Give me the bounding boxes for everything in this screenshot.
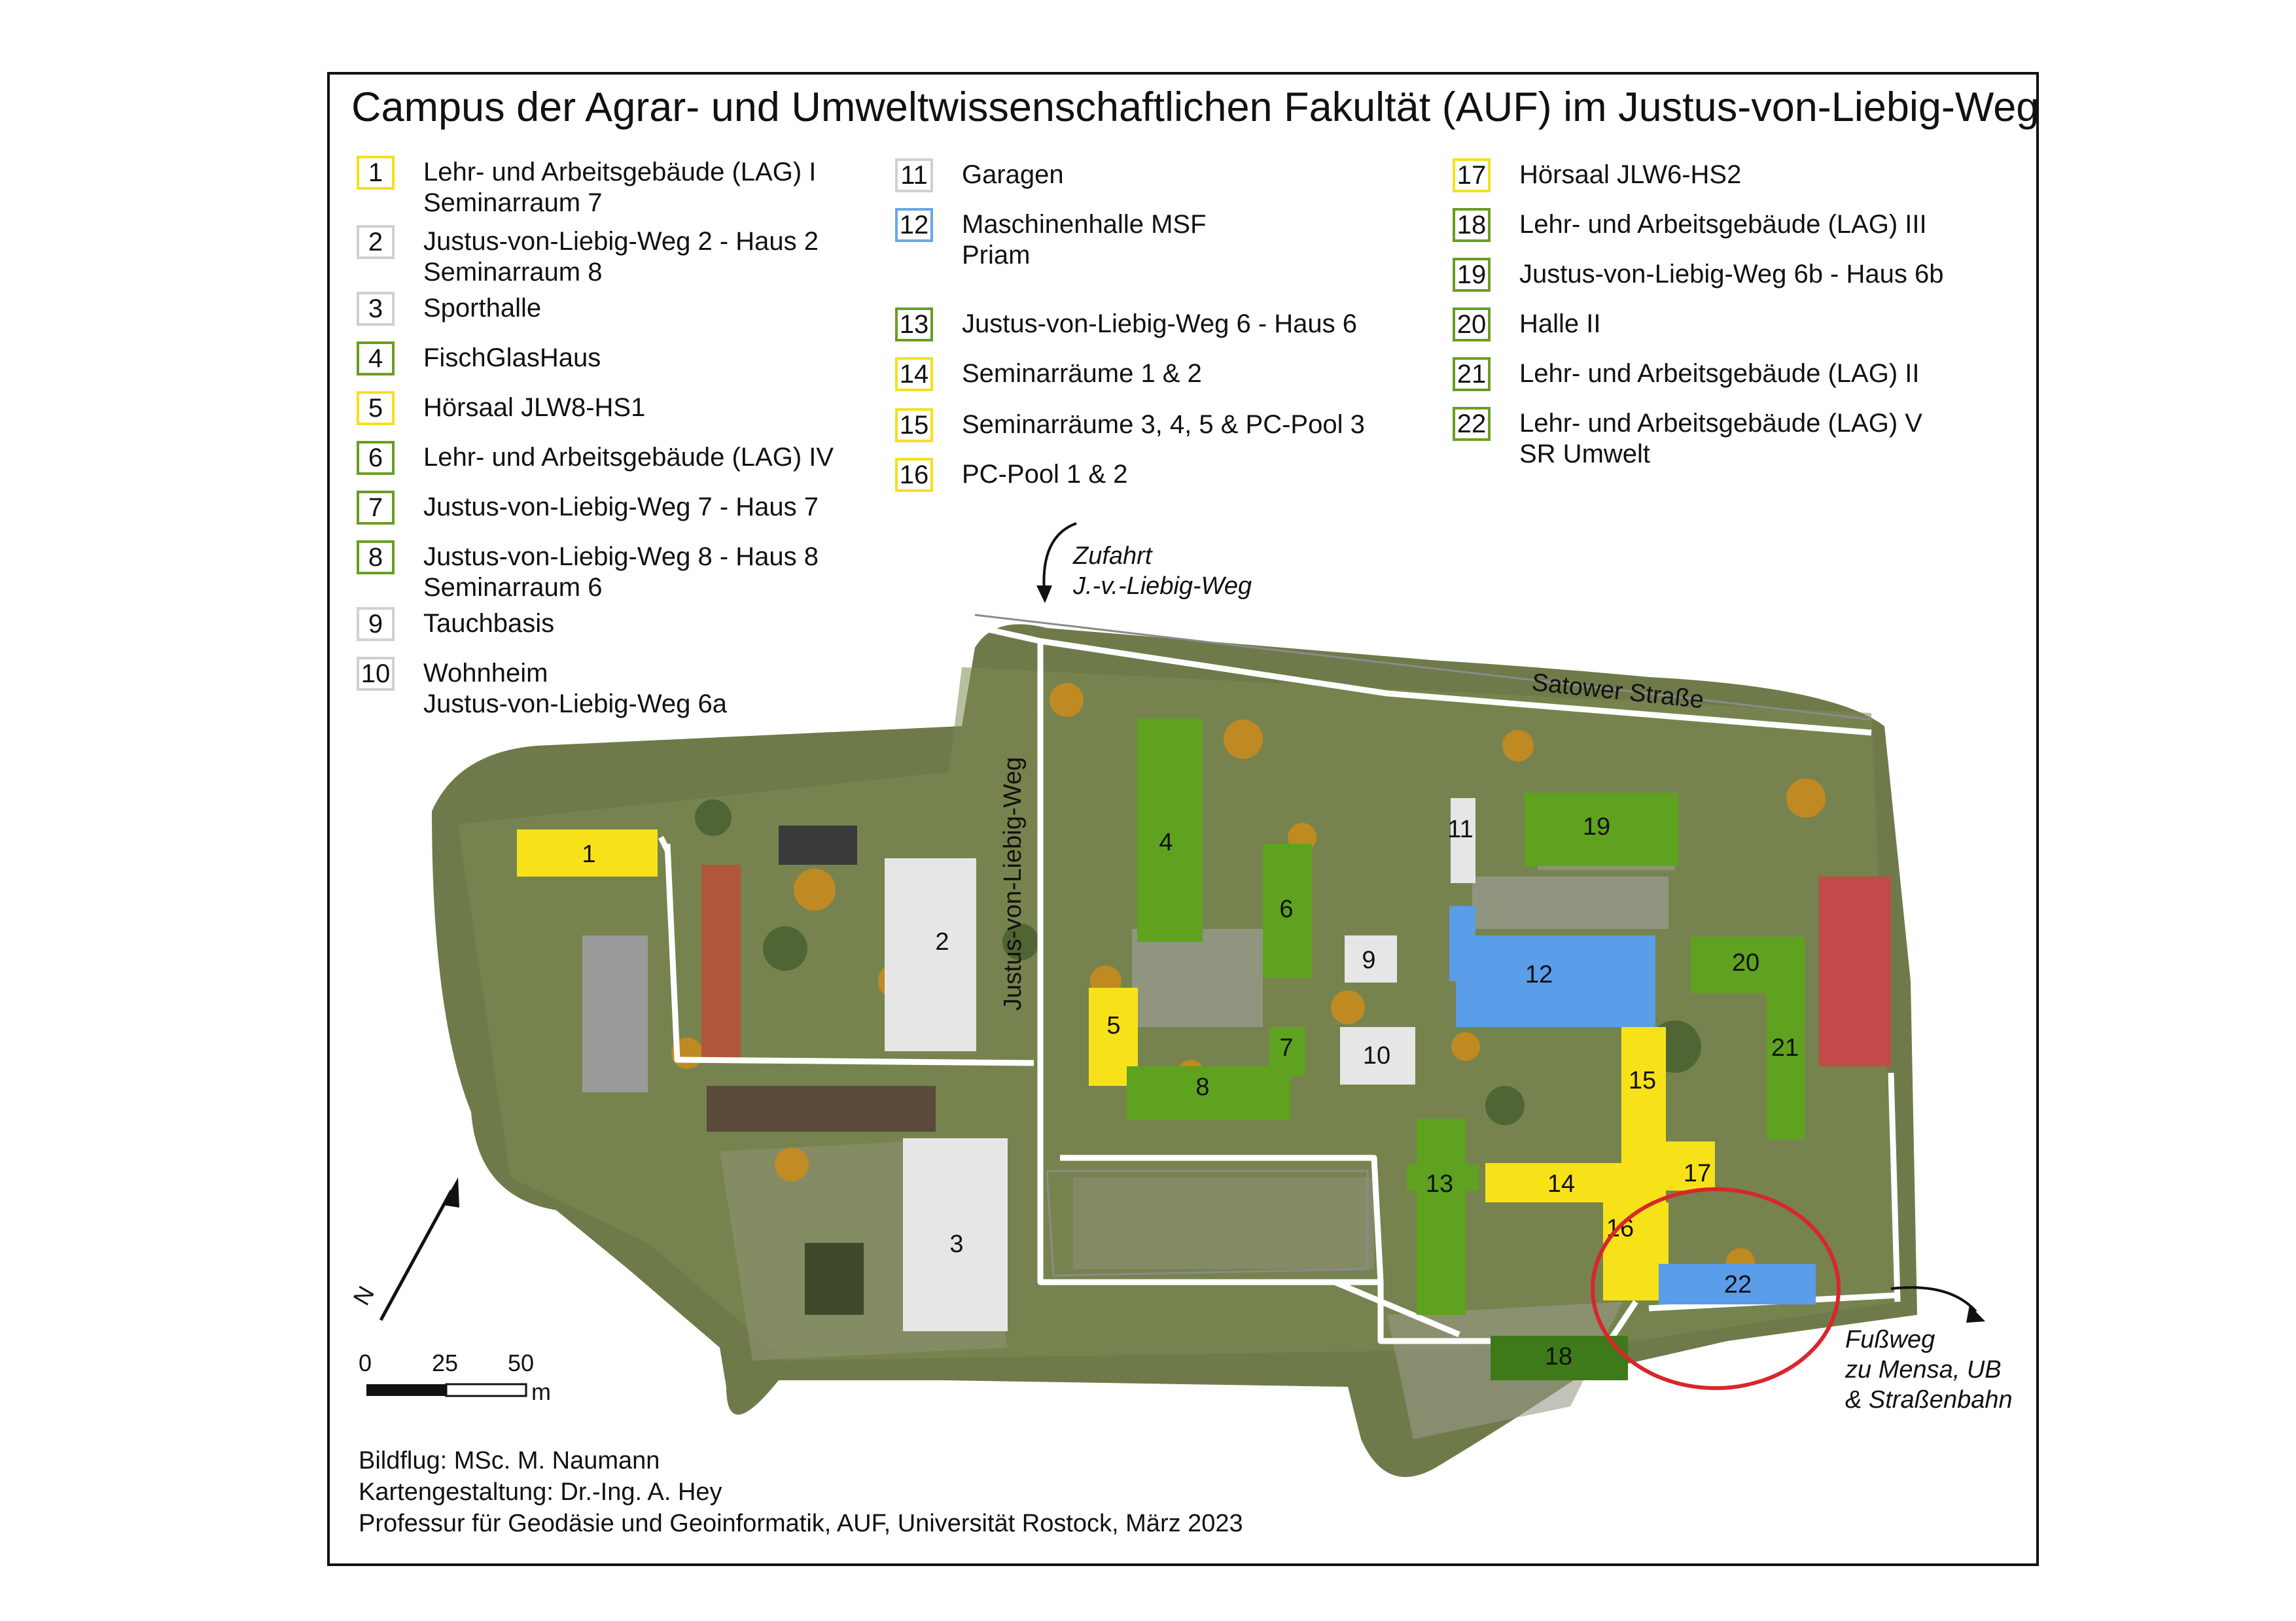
legend-swatch: 5 — [357, 391, 395, 425]
building-label: 12 — [1525, 961, 1553, 988]
legend-item-9: 9 Tauchbasis — [357, 607, 554, 641]
building-unlabeled — [805, 1243, 864, 1315]
legend-swatch: 15 — [895, 408, 933, 442]
legend-item-12: 12 Maschinenhalle MSF Priam — [895, 208, 1207, 271]
building-unlabeled — [1819, 877, 1891, 1066]
building-label: 10 — [1362, 1042, 1391, 1070]
road-label-satower: Satower Straße — [1530, 669, 1706, 714]
map-title: Campus der Agrar- und Umweltwissenschaftlichen Fakultät (AUF) im Justus-von-Liebig-Weg — [351, 84, 2040, 130]
legend-swatch: 17 — [1453, 158, 1491, 192]
building-label: 9 — [1362, 947, 1376, 974]
north-arrow — [347, 1177, 459, 1320]
legend-item-4: 4 FischGlasHaus — [357, 341, 601, 375]
scale-tick: 25 — [432, 1350, 459, 1376]
road-label-jvl-weg: Justus-von-Liebig-Weg — [999, 757, 1027, 1011]
building-label: 16 — [1606, 1215, 1634, 1242]
legend-item-8: 8 Justus-von-Liebig-Weg 8 - Haus 8 Seminarraum 6 — [357, 540, 819, 603]
legend-item-16: 16 PC-Pool 1 & 2 — [895, 458, 1127, 492]
legend-item-7: 7 Justus-von-Liebig-Weg 7 - Haus 7 — [357, 491, 819, 525]
building-2 — [885, 858, 976, 1051]
building-15 — [1621, 1027, 1666, 1204]
legend-item-3: 3 Sporthalle — [357, 292, 541, 326]
building-label: 2 — [935, 928, 949, 956]
building-label: 4 — [1159, 829, 1173, 856]
parking-area — [1132, 929, 1263, 1027]
zufahrt-label: J.-v.-Liebig-Weg — [1073, 572, 1252, 600]
credit-line-3: Professur für Geodäsie und Geoinformatik, AUF, Universität Rostock, März 2023 — [359, 1510, 1243, 1537]
zufahrt-arrowhead — [1036, 585, 1052, 603]
legend-item-22: 22 Lehr- und Arbeitsgebäude (LAG) V SR Umwelt — [1453, 407, 1922, 470]
scale-unit: m — [531, 1378, 551, 1405]
fussweg-label: & Straßenbahn — [1845, 1386, 2013, 1414]
legend-swatch: 16 — [895, 458, 933, 492]
scale-tick: 0 — [359, 1350, 372, 1376]
building-13 — [1417, 1119, 1466, 1315]
scale-tick: 50 — [508, 1350, 535, 1376]
building-label: 11 — [1447, 816, 1474, 843]
legend-swatch: 7 — [357, 491, 395, 525]
legend-swatch: 3 — [357, 292, 395, 326]
building-label: 19 — [1582, 813, 1611, 841]
legend-swatch: 4 — [357, 341, 395, 375]
legend-item-13: 13 Justus-von-Liebig-Weg 6 - Haus 6 — [895, 307, 1357, 341]
building-label: 3 — [949, 1230, 964, 1258]
legend-swatch: 12 — [895, 208, 933, 242]
credit-line-1: Bildflug: MSc. M. Naumann — [359, 1447, 660, 1474]
legend-swatch: 13 — [895, 307, 933, 341]
legend-swatch: 19 — [1453, 258, 1491, 292]
building-unlabeled — [707, 1086, 936, 1132]
legend-item-15: 15 Seminarräume 3, 4, 5 & PC-Pool 3 — [895, 408, 1365, 442]
building-label: 8 — [1195, 1073, 1210, 1101]
building-label: 1 — [582, 841, 596, 868]
legend-item-2: 2 Justus-von-Liebig-Weg 2 - Haus 2 Seminarraum 8 — [357, 225, 819, 288]
legend-swatch: 2 — [357, 225, 395, 259]
legend-swatch: 21 — [1453, 357, 1491, 391]
building-label: 7 — [1279, 1034, 1294, 1062]
legend-item-11: 11 Garagen — [895, 158, 1064, 192]
building-label: 17 — [1683, 1160, 1712, 1187]
legend-swatch: 8 — [357, 540, 395, 574]
legend-item-5: 5 Hörsaal JLW8-HS1 — [357, 391, 645, 425]
building-label: 18 — [1544, 1343, 1573, 1370]
legend-item-1: 1 Lehr- und Arbeitsgebäude (LAG) I Seminarraum 7 — [357, 156, 816, 218]
legend-swatch: 1 — [357, 156, 395, 190]
building-unlabeled — [779, 826, 857, 865]
building-label: 15 — [1628, 1067, 1657, 1094]
legend-swatch: 9 — [357, 607, 395, 641]
zufahrt-label: Zufahrt — [1073, 542, 1152, 570]
fussweg-arrowhead — [1966, 1305, 1985, 1323]
legend-item-14: 14 Seminarräume 1 & 2 — [895, 357, 1202, 391]
zufahrt-arrow — [1044, 523, 1076, 592]
building-label: 13 — [1425, 1170, 1454, 1198]
building-unlabeled — [701, 865, 741, 1061]
building-label: 6 — [1279, 896, 1294, 923]
legend-swatch: 6 — [357, 441, 395, 475]
legend-item-21: 21 Lehr- und Arbeitsgebäude (LAG) II — [1453, 357, 1919, 391]
building-label: 22 — [1723, 1271, 1752, 1299]
legend-swatch: 18 — [1453, 208, 1491, 242]
legend-swatch: 14 — [895, 357, 933, 391]
building-label: 21 — [1771, 1034, 1799, 1062]
building-label: 5 — [1106, 1012, 1121, 1039]
legend-swatch: 20 — [1453, 307, 1491, 341]
legend-item-17: 17 Hörsaal JLW6-HS2 — [1453, 158, 1741, 192]
legend-item-18: 18 Lehr- und Arbeitsgebäude (LAG) III — [1453, 208, 1927, 242]
legend-item-20: 20 Halle II — [1453, 307, 1601, 341]
credit-line-2: Kartengestaltung: Dr.-Ing. A. Hey — [359, 1478, 722, 1506]
legend-swatch: 22 — [1453, 407, 1491, 441]
building-label: 14 — [1547, 1170, 1576, 1198]
fussweg-label: zu Mensa, UB — [1845, 1356, 2002, 1384]
north-label: N — [347, 1281, 380, 1310]
fussweg-label: Fußweg — [1845, 1326, 1935, 1353]
parking-area — [1472, 877, 1669, 929]
legend-swatch: 10 — [357, 657, 395, 691]
legend-item-6: 6 Lehr- und Arbeitsgebäude (LAG) IV — [357, 441, 834, 475]
legend-item-19: 19 Justus-von-Liebig-Weg 6b - Haus 6b — [1453, 258, 1943, 292]
building-unlabeled — [582, 935, 648, 1092]
legend-item-10: 10 Wohnheim Justus-von-Liebig-Weg 6a — [357, 657, 727, 720]
building-label: 20 — [1731, 949, 1760, 977]
legend-swatch: 11 — [895, 158, 933, 192]
parking-area — [1073, 1177, 1374, 1269]
scale-bar — [359, 1350, 551, 1405]
